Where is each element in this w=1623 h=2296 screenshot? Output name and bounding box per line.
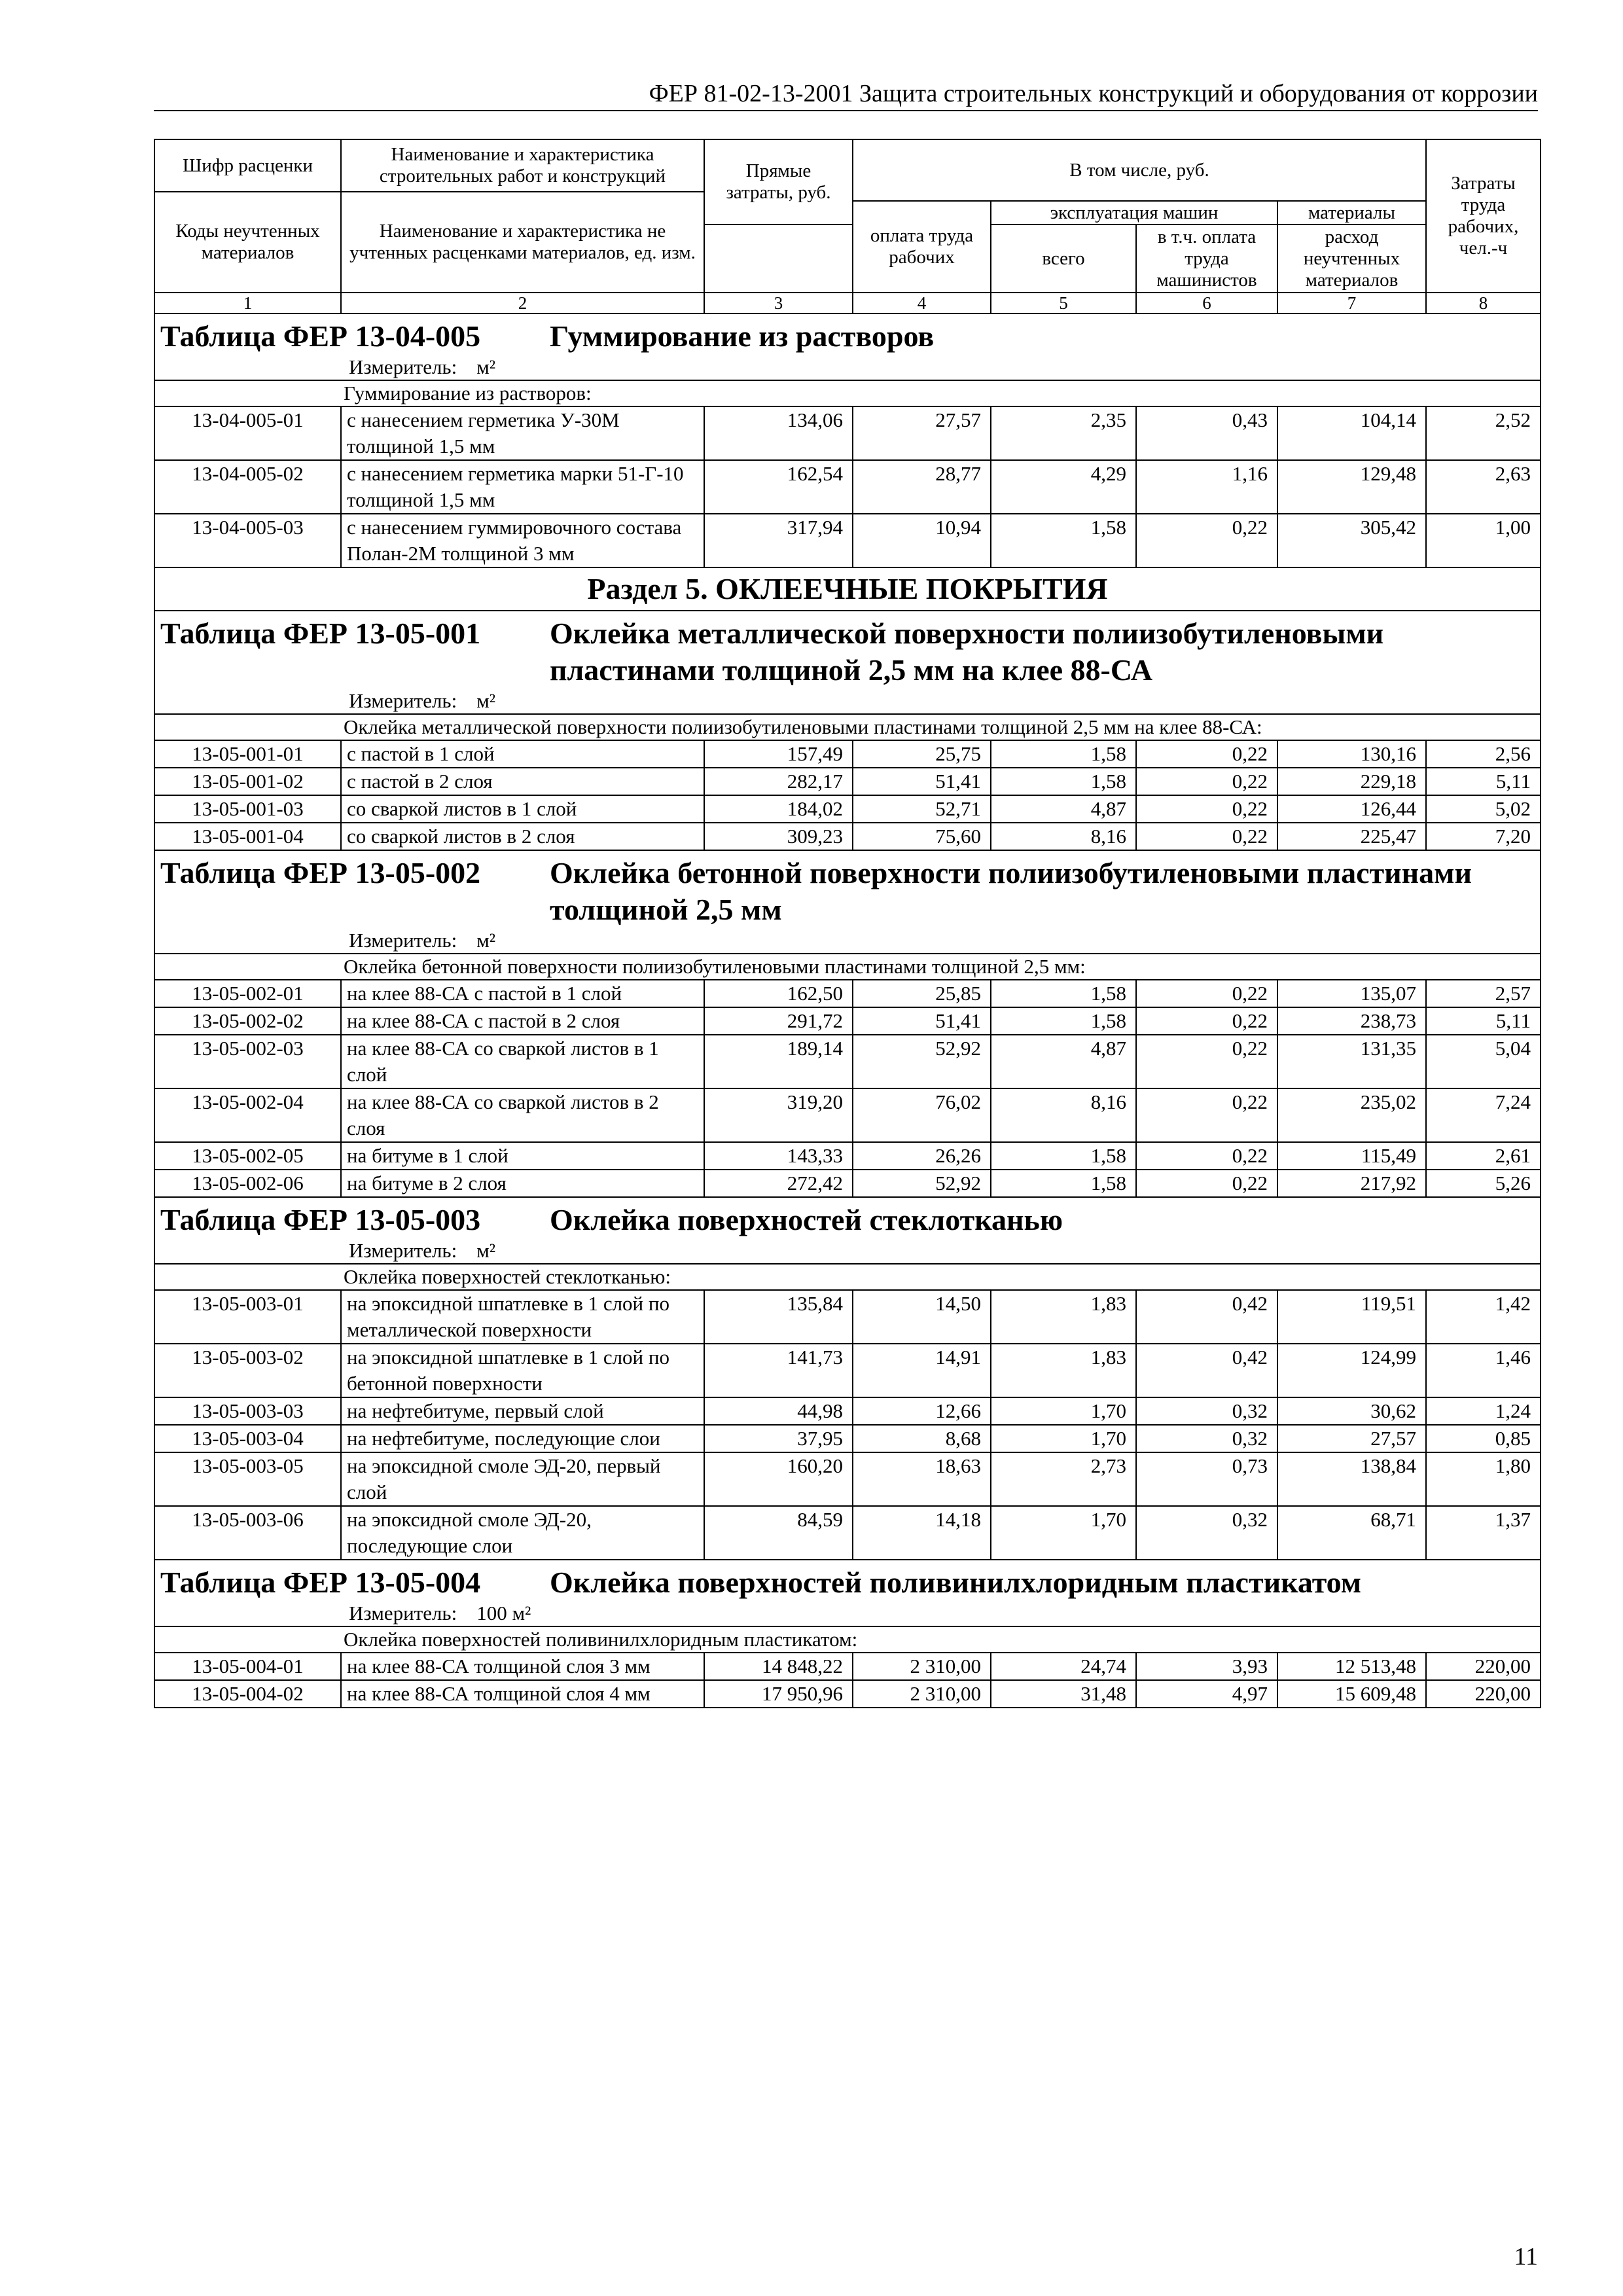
column-index: 2 — [341, 293, 704, 314]
work-name: на нефтебитуме, последующие слои — [341, 1425, 704, 1452]
group-heading: Оклейка металлической поверхности полиизобутиленовыми пластинами толщиной 2,5 мм на клее 88-СА: — [154, 714, 1541, 740]
direct-costs: 282,17 — [704, 768, 853, 795]
unaccounted-materials: 130,16 — [1277, 740, 1426, 768]
machinists-wages: 0,22 — [1136, 768, 1277, 795]
wages: 27,57 — [853, 406, 991, 460]
labor-costs: 220,00 — [1426, 1680, 1541, 1708]
table-title — [160, 314, 1535, 355]
table-row — [154, 1035, 1541, 1088]
work-name: на клее 88-СА толщиной слоя 3 мм — [341, 1653, 704, 1680]
work-name: на клее 88-СА со сваркой листов в 1 слой — [341, 1035, 704, 1088]
labor-costs: 1,37 — [1426, 1506, 1541, 1560]
measure-value: м² — [476, 1239, 496, 1262]
unaccounted-materials: 225,47 — [1277, 823, 1426, 850]
table-number: Таблица ФЕР 13-05-002 — [160, 856, 481, 889]
unaccounted-materials: 27,57 — [1277, 1425, 1426, 1452]
direct-costs: 272,42 — [704, 1170, 853, 1197]
table-number: Таблица ФЕР 13-05-003 — [160, 1203, 481, 1236]
measure-label: Измеритель: — [349, 1239, 457, 1262]
machines-total: 2,73 — [991, 1452, 1136, 1506]
machines-total: 1,83 — [991, 1344, 1136, 1397]
machines-total: 2,35 — [991, 406, 1136, 460]
table-title — [160, 1560, 1535, 1601]
wages: 12,66 — [853, 1397, 991, 1425]
direct-costs: 143,33 — [704, 1142, 853, 1170]
wages: 2 310,00 — [853, 1653, 991, 1680]
machinists-wages: 3,93 — [1136, 1653, 1277, 1680]
work-name: на клее 88-СА со сваркой листов в 2 слоя — [341, 1088, 704, 1142]
direct-costs: 14 848,22 — [704, 1653, 853, 1680]
table-row — [154, 1680, 1541, 1708]
machinists-wages: 4,97 — [1136, 1680, 1277, 1708]
work-name: на клее 88-СА толщиной слоя 4 мм — [341, 1680, 704, 1708]
col-direct-costs-spacer — [704, 224, 853, 293]
machinists-wages: 0,22 — [1136, 1142, 1277, 1170]
group-heading: Оклейка поверхностей поливинилхлоридным пластикатом: — [154, 1626, 1541, 1653]
table-row — [154, 1088, 1541, 1142]
wages: 25,75 — [853, 740, 991, 768]
machinists-wages: 0,43 — [1136, 406, 1277, 460]
direct-costs: 319,20 — [704, 1088, 853, 1142]
labor-costs: 2,52 — [1426, 406, 1541, 460]
unaccounted-materials: 131,35 — [1277, 1035, 1426, 1088]
col-code-header: Шифр расценки — [154, 139, 341, 192]
machines-total: 31,48 — [991, 1680, 1136, 1708]
col-labor-header: Затраты труда рабочих, чел.-ч — [1426, 139, 1541, 293]
labor-costs: 1,46 — [1426, 1344, 1541, 1397]
machines-total: 1,58 — [991, 980, 1136, 1007]
table-name: Гуммирование из растворов — [550, 319, 935, 353]
table-title-cell — [154, 611, 1541, 714]
measure-unit — [160, 1238, 1535, 1263]
direct-costs: 162,54 — [704, 460, 853, 514]
page-number: 11 — [1514, 2243, 1538, 2270]
machinists-wages: 0,22 — [1136, 1035, 1277, 1088]
work-name: на битуме в 2 слоя — [341, 1170, 704, 1197]
rate-code: 13-05-001-03 — [154, 795, 341, 823]
wages: 14,50 — [853, 1290, 991, 1344]
machines-total: 1,70 — [991, 1425, 1136, 1452]
table-row — [154, 1452, 1541, 1506]
table-name: Оклейка бетонной поверхности полиизобутиленовыми пластинами толщиной 2,5 мм — [550, 856, 1472, 926]
table-row — [154, 1397, 1541, 1425]
work-name: с нанесением гуммировочного состава Полан-2М толщиной 3 мм — [341, 514, 704, 567]
table-row — [154, 768, 1541, 795]
table-title — [160, 1198, 1535, 1238]
machinists-wages: 0,22 — [1136, 1007, 1277, 1035]
unaccounted-materials: 229,18 — [1277, 768, 1426, 795]
labor-costs: 1,42 — [1426, 1290, 1541, 1344]
machinists-wages: 0,42 — [1136, 1290, 1277, 1344]
machines-total: 4,87 — [991, 795, 1136, 823]
work-name: с пастой в 1 слой — [341, 740, 704, 768]
work-name: со сваркой листов в 2 слоя — [341, 823, 704, 850]
rate-code: 13-05-001-04 — [154, 823, 341, 850]
wages: 2 310,00 — [853, 1680, 991, 1708]
rate-code: 13-05-001-01 — [154, 740, 341, 768]
page-header: ФЕР 81-02-13-2001 Защита строительных конструкций и оборудования от коррозии — [154, 77, 1538, 111]
labor-costs: 0,85 — [1426, 1425, 1541, 1452]
unaccounted-materials: 126,44 — [1277, 795, 1426, 823]
rate-code: 13-05-003-01 — [154, 1290, 341, 1344]
direct-costs: 134,06 — [704, 406, 853, 460]
table-title-cell — [154, 1197, 1541, 1264]
col-machines-header: эксплуатация машин — [991, 201, 1277, 224]
machines-total: 1,58 — [991, 768, 1136, 795]
column-index: 3 — [704, 293, 853, 314]
machines-total: 1,58 — [991, 1170, 1136, 1197]
table-row — [154, 740, 1541, 768]
unaccounted-materials: 138,84 — [1277, 1452, 1426, 1506]
wages: 14,18 — [853, 1506, 991, 1560]
wages: 14,91 — [853, 1344, 991, 1397]
machines-total: 24,74 — [991, 1653, 1136, 1680]
table-row — [154, 1170, 1541, 1197]
rate-code: 13-05-004-01 — [154, 1653, 341, 1680]
direct-costs: 189,14 — [704, 1035, 853, 1088]
rate-code: 13-05-003-06 — [154, 1506, 341, 1560]
direct-costs: 37,95 — [704, 1425, 853, 1452]
machinists-wages: 0,32 — [1136, 1425, 1277, 1452]
table-row — [154, 980, 1541, 1007]
machinists-wages: 0,22 — [1136, 740, 1277, 768]
unaccounted-materials: 15 609,48 — [1277, 1680, 1426, 1708]
table-title — [160, 851, 1535, 928]
machines-total: 1,58 — [991, 1142, 1136, 1170]
table-row — [154, 1506, 1541, 1560]
table-row — [154, 795, 1541, 823]
unaccounted-materials: 104,14 — [1277, 406, 1426, 460]
measure-value: м² — [476, 355, 496, 378]
wages: 51,41 — [853, 1007, 991, 1035]
work-name: с пастой в 2 слоя — [341, 768, 704, 795]
wages: 10,94 — [853, 514, 991, 567]
column-index: 1 — [154, 293, 341, 314]
work-name: на битуме в 1 слой — [341, 1142, 704, 1170]
table-row — [154, 514, 1541, 567]
rate-code: 13-05-002-02 — [154, 1007, 341, 1035]
measure-unit — [160, 689, 1535, 713]
machines-total: 1,58 — [991, 514, 1136, 567]
table-name: Оклейка поверхностей стеклотканью — [550, 1203, 1063, 1236]
table-title-cell — [154, 1560, 1541, 1626]
measure-value: м² — [476, 689, 496, 712]
machinists-wages: 0,22 — [1136, 1088, 1277, 1142]
column-index: 6 — [1136, 293, 1277, 314]
col-material-codes-header: Коды неучтенных материалов — [154, 192, 341, 293]
wages: 52,92 — [853, 1170, 991, 1197]
wages: 26,26 — [853, 1142, 991, 1170]
labor-costs: 2,57 — [1426, 980, 1541, 1007]
rate-code: 13-05-002-03 — [154, 1035, 341, 1088]
direct-costs: 157,49 — [704, 740, 853, 768]
labor-costs: 2,56 — [1426, 740, 1541, 768]
col-direct-costs-header: Прямые затраты, руб. — [704, 139, 853, 224]
rate-code: 13-05-002-04 — [154, 1088, 341, 1142]
labor-costs: 2,63 — [1426, 460, 1541, 514]
table-title — [160, 611, 1535, 689]
section-title: Раздел 5. ОКЛЕЕЧНЫЕ ПОКРЫТИЯ — [154, 567, 1541, 611]
rates-table — [154, 139, 1541, 1708]
machines-total: 4,29 — [991, 460, 1136, 514]
labor-costs: 7,20 — [1426, 823, 1541, 850]
direct-costs: 184,02 — [704, 795, 853, 823]
wages: 75,60 — [853, 823, 991, 850]
machines-total: 1,58 — [991, 740, 1136, 768]
unaccounted-materials: 124,99 — [1277, 1344, 1426, 1397]
machinists-wages: 0,22 — [1136, 514, 1277, 567]
col-machines-total-header: всего — [991, 224, 1136, 293]
machines-total: 8,16 — [991, 1088, 1136, 1142]
unaccounted-materials: 12 513,48 — [1277, 1653, 1426, 1680]
measure-label: Измеритель: — [349, 929, 457, 952]
measure-value: 100 м² — [476, 1602, 531, 1624]
rate-code: 13-05-003-03 — [154, 1397, 341, 1425]
table-row — [154, 823, 1541, 850]
unaccounted-materials: 305,42 — [1277, 514, 1426, 567]
wages: 18,63 — [853, 1452, 991, 1506]
labor-costs: 1,80 — [1426, 1452, 1541, 1506]
labor-costs: 2,61 — [1426, 1142, 1541, 1170]
work-name: с нанесением герметика У-30М толщиной 1,5 мм — [341, 406, 704, 460]
group-heading: Гуммирование из растворов: — [154, 380, 1541, 406]
labor-costs: 5,11 — [1426, 768, 1541, 795]
rate-code: 13-04-005-02 — [154, 460, 341, 514]
group-heading: Оклейка поверхностей стеклотканью: — [154, 1264, 1541, 1290]
labor-costs: 5,04 — [1426, 1035, 1541, 1088]
machinists-wages: 0,32 — [1136, 1397, 1277, 1425]
wages: 25,85 — [853, 980, 991, 1007]
unaccounted-materials: 217,92 — [1277, 1170, 1426, 1197]
column-index: 8 — [1426, 293, 1541, 314]
machines-total: 1,83 — [991, 1290, 1136, 1344]
machines-total: 1,70 — [991, 1397, 1136, 1425]
rate-code: 13-05-001-02 — [154, 768, 341, 795]
work-name: с нанесением герметика марки 51-Г-10 толщиной 1,5 мм — [341, 460, 704, 514]
table-row — [154, 1142, 1541, 1170]
column-index: 7 — [1277, 293, 1426, 314]
col-name-header: Наименование и характеристика строительных работ и конструкций — [341, 139, 704, 192]
measure-label: Измеритель: — [349, 689, 457, 712]
direct-costs: 17 950,96 — [704, 1680, 853, 1708]
table-row — [154, 406, 1541, 460]
measure-unit — [160, 355, 1535, 380]
unaccounted-materials: 238,73 — [1277, 1007, 1426, 1035]
table-row — [154, 1007, 1541, 1035]
labor-costs: 5,11 — [1426, 1007, 1541, 1035]
table-name: Оклейка металлической поверхности полиизобутиленовыми пластинами толщиной 2,5 мм на клее 88-СА — [550, 617, 1384, 687]
direct-costs: 135,84 — [704, 1290, 853, 1344]
direct-costs: 44,98 — [704, 1397, 853, 1425]
table-row — [154, 1290, 1541, 1344]
labor-costs: 5,26 — [1426, 1170, 1541, 1197]
direct-costs: 141,73 — [704, 1344, 853, 1397]
machinists-wages: 0,32 — [1136, 1506, 1277, 1560]
col-material-names-header: Наименование и характеристика не учтенных расценками материалов, ед. изм. — [341, 192, 704, 293]
table-number: Таблица ФЕР 13-04-005 — [160, 319, 481, 353]
machinists-wages: 0,73 — [1136, 1452, 1277, 1506]
labor-costs: 5,02 — [1426, 795, 1541, 823]
wages: 51,41 — [853, 768, 991, 795]
rate-code: 13-04-005-03 — [154, 514, 341, 567]
wages: 52,71 — [853, 795, 991, 823]
unaccounted-materials: 129,48 — [1277, 460, 1426, 514]
table-name: Оклейка поверхностей поливинилхлоридным пластикатом — [550, 1566, 1362, 1599]
unaccounted-materials: 30,62 — [1277, 1397, 1426, 1425]
machinists-wages: 0,22 — [1136, 795, 1277, 823]
rate-code: 13-05-002-06 — [154, 1170, 341, 1197]
labor-costs: 220,00 — [1426, 1653, 1541, 1680]
measure-label: Измеритель: — [349, 355, 457, 378]
unaccounted-materials: 68,71 — [1277, 1506, 1426, 1560]
table-title-cell — [154, 314, 1541, 380]
unaccounted-materials: 119,51 — [1277, 1290, 1426, 1344]
column-index: 5 — [991, 293, 1136, 314]
work-name: на эпоксидной смоле ЭД-20, первый слой — [341, 1452, 704, 1506]
work-name: на эпоксидной смоле ЭД-20, последующие слои — [341, 1506, 704, 1560]
group-heading: Оклейка бетонной поверхности полиизобутиленовыми пластинами толщиной 2,5 мм: — [154, 954, 1541, 980]
table-row — [154, 1653, 1541, 1680]
table-row — [154, 1425, 1541, 1452]
direct-costs: 162,50 — [704, 980, 853, 1007]
column-index: 4 — [853, 293, 991, 314]
direct-costs: 84,59 — [704, 1506, 853, 1560]
wages: 28,77 — [853, 460, 991, 514]
machinists-wages: 1,16 — [1136, 460, 1277, 514]
measure-label: Измеритель: — [349, 1602, 457, 1624]
work-name: на клее 88-СА с пастой в 2 слоя — [341, 1007, 704, 1035]
direct-costs: 309,23 — [704, 823, 853, 850]
direct-costs: 317,94 — [704, 514, 853, 567]
machinists-wages: 0,22 — [1136, 980, 1277, 1007]
col-unaccounted-materials-header: расход неучтенных материалов — [1277, 224, 1426, 293]
labor-costs: 1,24 — [1426, 1397, 1541, 1425]
direct-costs: 160,20 — [704, 1452, 853, 1506]
table-number: Таблица ФЕР 13-05-001 — [160, 617, 481, 650]
machines-total: 4,87 — [991, 1035, 1136, 1088]
rate-code: 13-05-002-01 — [154, 980, 341, 1007]
rate-code: 13-05-003-05 — [154, 1452, 341, 1506]
unaccounted-materials: 235,02 — [1277, 1088, 1426, 1142]
table-number: Таблица ФЕР 13-05-004 — [160, 1566, 481, 1599]
rate-code: 13-05-003-04 — [154, 1425, 341, 1452]
measure-unit — [160, 928, 1535, 953]
unaccounted-materials: 135,07 — [1277, 980, 1426, 1007]
wages: 52,92 — [853, 1035, 991, 1088]
machinists-wages: 0,42 — [1136, 1344, 1277, 1397]
table-title-cell — [154, 850, 1541, 954]
labor-costs: 7,24 — [1426, 1088, 1541, 1142]
labor-costs: 1,00 — [1426, 514, 1541, 567]
machinists-wages: 0,22 — [1136, 1170, 1277, 1197]
rate-code: 13-05-004-02 — [154, 1680, 341, 1708]
measure-unit — [160, 1601, 1535, 1626]
machines-total: 8,16 — [991, 823, 1136, 850]
rate-code: 13-05-002-05 — [154, 1142, 341, 1170]
machines-total: 1,58 — [991, 1007, 1136, 1035]
work-name: со сваркой листов в 1 слой — [341, 795, 704, 823]
rate-code: 13-05-003-02 — [154, 1344, 341, 1397]
work-name: на нефтебитуме, первый слой — [341, 1397, 704, 1425]
rate-code: 13-04-005-01 — [154, 406, 341, 460]
machinists-wages: 0,22 — [1136, 823, 1277, 850]
measure-value: м² — [476, 929, 496, 952]
work-name: на клее 88-СА с пастой в 1 слой — [341, 980, 704, 1007]
wages: 8,68 — [853, 1425, 991, 1452]
col-including-header: В том числе, руб. — [853, 139, 1426, 201]
wages: 76,02 — [853, 1088, 991, 1142]
table-row — [154, 460, 1541, 514]
direct-costs: 291,72 — [704, 1007, 853, 1035]
col-machinists-header: в т.ч. оплата труда машинистов — [1136, 224, 1277, 293]
work-name: на эпоксидной шпатлевке в 1 слой по бетонной поверхности — [341, 1344, 704, 1397]
work-name: на эпоксидной шпатлевке в 1 слой по металлической поверхности — [341, 1290, 704, 1344]
col-wages-header: оплата труда рабочих — [853, 201, 991, 293]
col-materials-header: материалы — [1277, 201, 1426, 224]
unaccounted-materials: 115,49 — [1277, 1142, 1426, 1170]
table-row — [154, 1344, 1541, 1397]
machines-total: 1,70 — [991, 1506, 1136, 1560]
